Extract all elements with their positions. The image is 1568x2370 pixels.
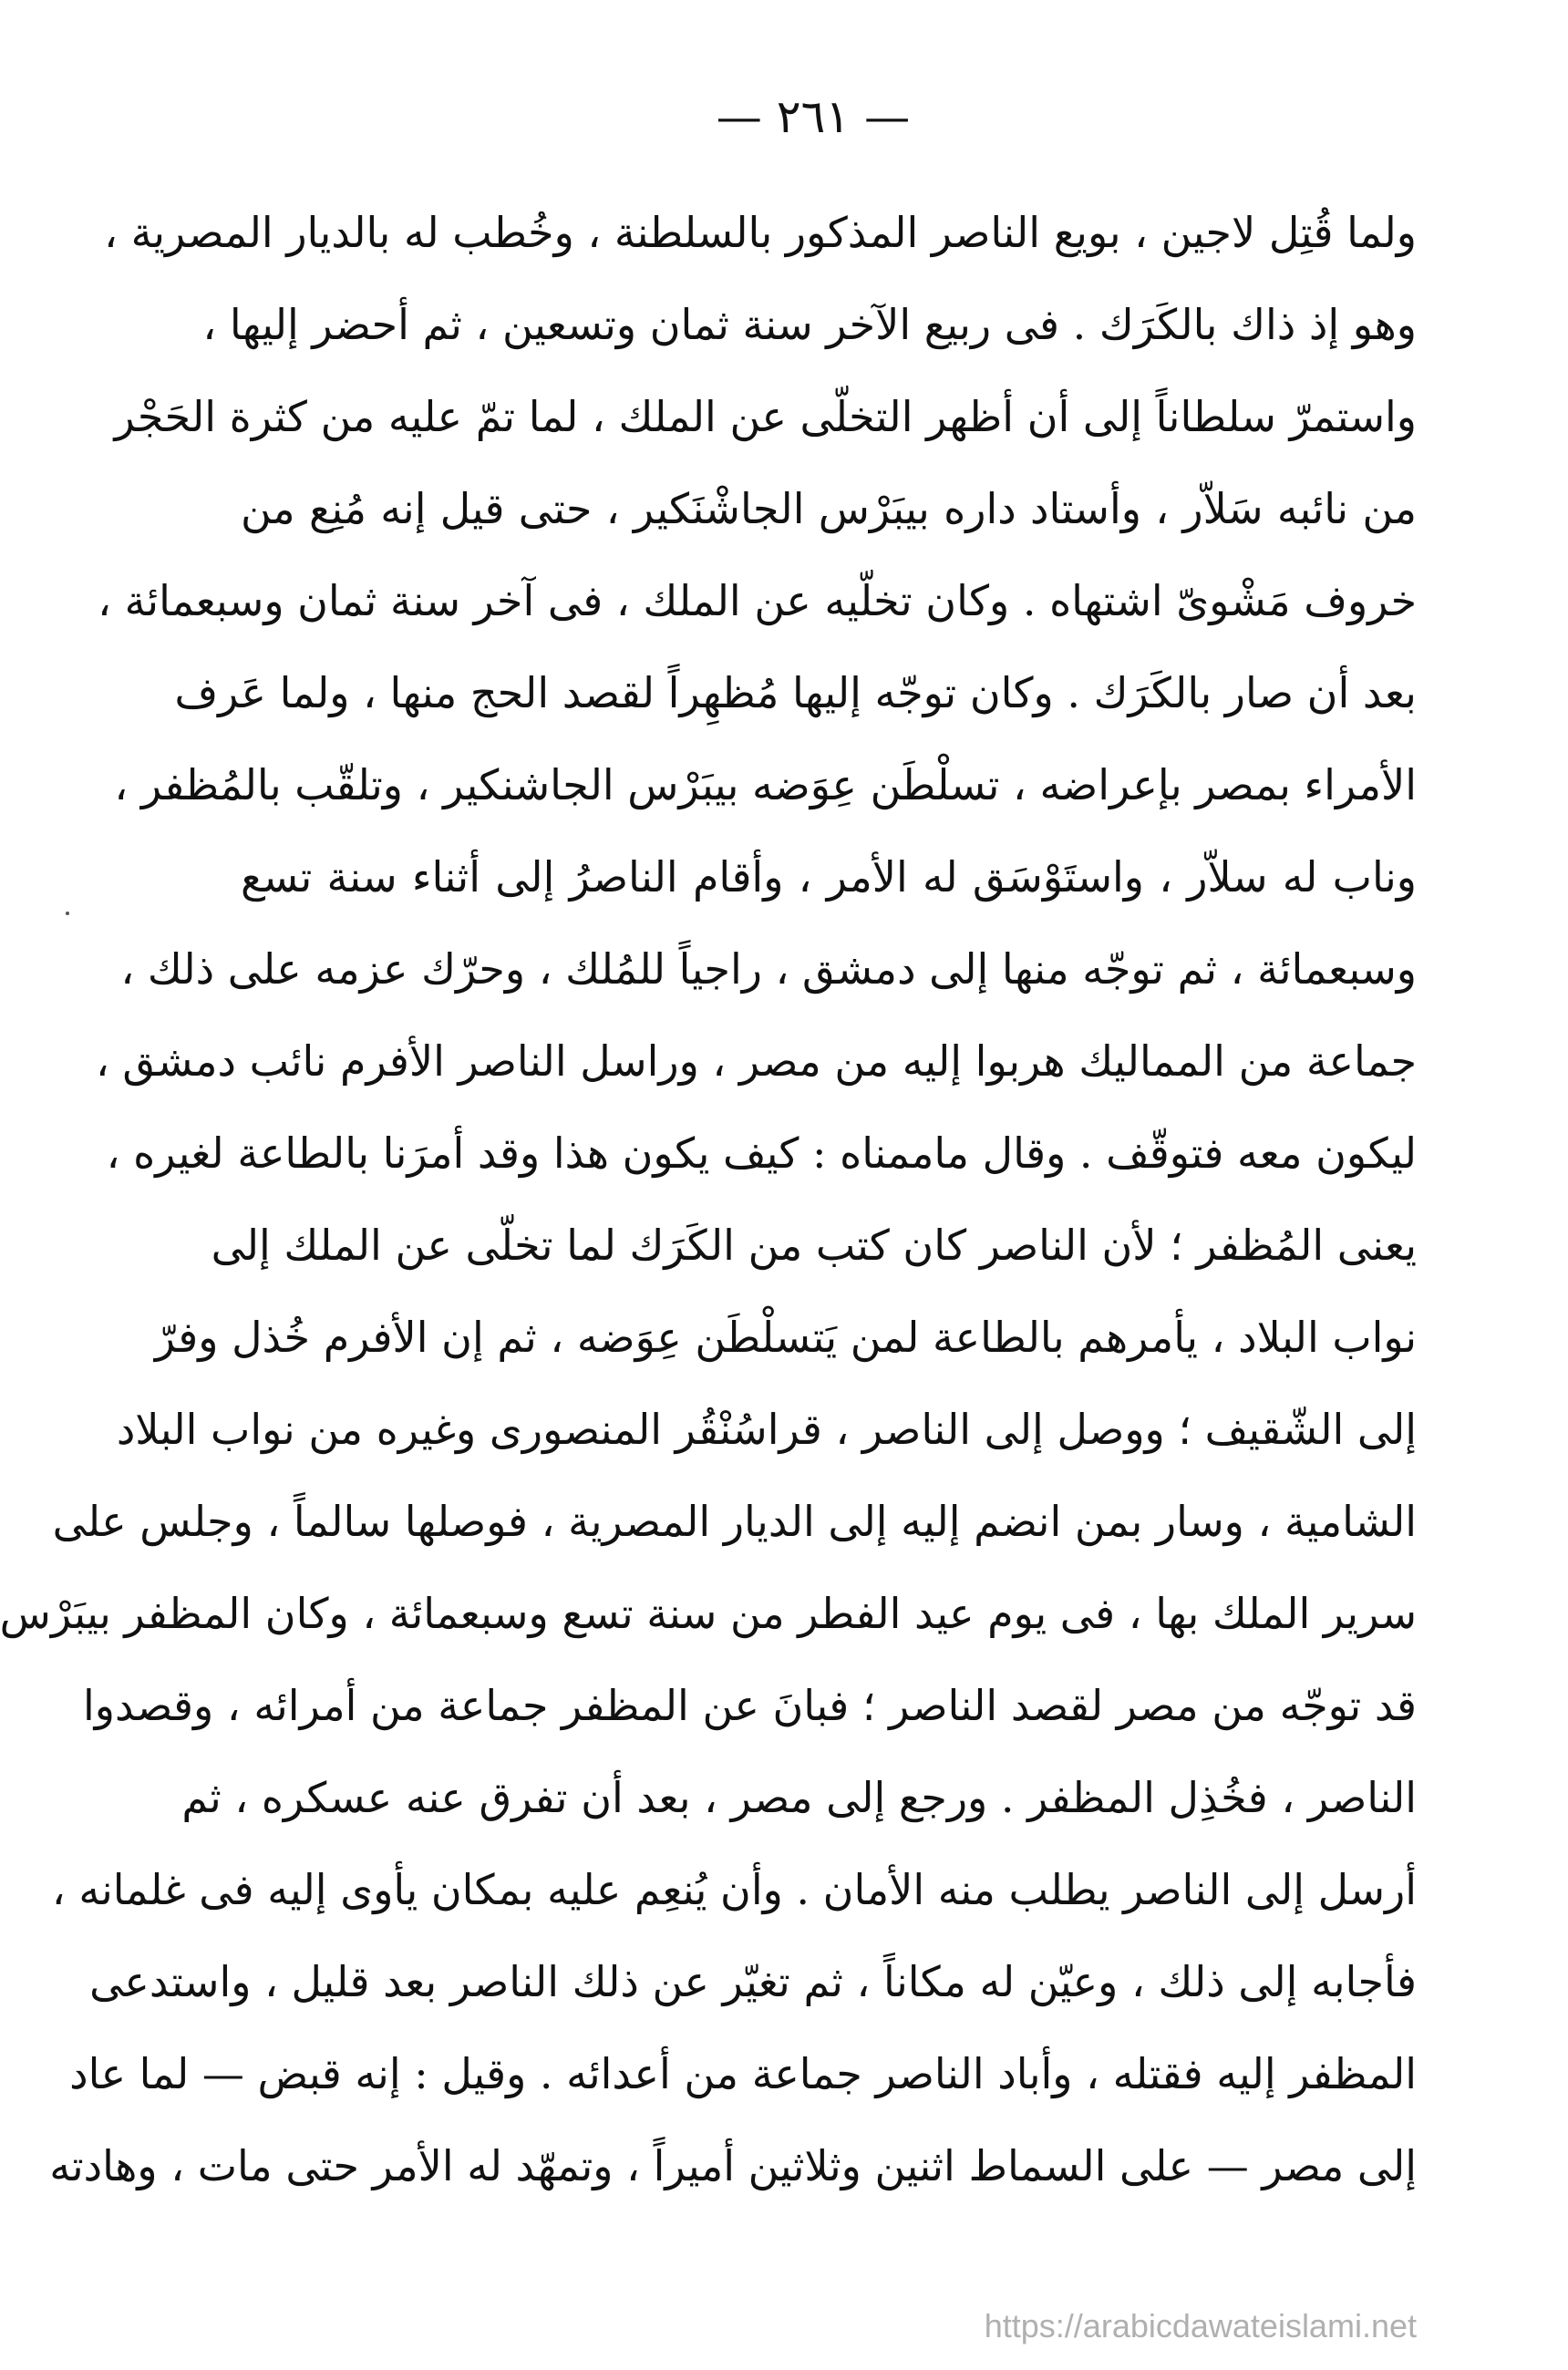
text-line: نواب البلاد ، يأمرهم بالطاعة لمن يَتسلْطَن عِوَضه ، ثم إن الأفرم خُذل وفرّ [154,1313,1417,1362]
text-line: وسبعمائة ، ثم توجّه منها إلى دمشق ، راجياً للمُلك ، وحرّك عزمه على ذلك ، [120,944,1417,994]
text-line: خروف مَشْوىّ اشتهاه . وكان تخلّيه عن الملك ، فى آخر سنة ثمان وسبعمائة ، [98,576,1417,625]
text-line: جماعة من المماليك هربوا إليه من مصر ، وراسل الناصر الأفرم نائب دمشق ، [95,1036,1417,1086]
text-line: يعنى المُظفر ؛ لأن الناصر كان كتب من الكَرَك لما تخلّى عن الملك إلى [211,1221,1417,1270]
text-line: قد توجّه من مصر لقصد الناصر ؛ فبانَ عن المظفر جماعة من أمرائه ، وقصدوا [83,1681,1417,1730]
text-line: ليكون معه فتوقّف . وقال ماممناه : كيف يكون هذا وقد أمرَنا بالطاعة لغيره ، [106,1128,1417,1178]
text-line: أرسل إلى الناصر يطلب منه الأمان . وأن يُنعِم عليه بمكان يأوى إليه فى غلمانه ، [51,1865,1417,1914]
text-line: ولما قُتِل لاجين ، بويع الناصر المذكور بالسلطنة ، وخُطب له بالديار المصرية ، [104,208,1417,257]
body-text [0,187,1417,2212]
page-number: — ٢٦١ — [716,90,911,143]
text-line: بعد أن صار بالكَرَك . وكان توجّه إليها مُظهِراً لقصد الحج منها ، ولما عَرف [174,668,1417,717]
text-line: واستمرّ سلطاناً إلى أن أظهر التخلّى عن الملك ، لما تمّ عليه من كثرة الحَجْر [114,392,1417,441]
text-line: الشامية ، وسار بمن انضم إليه إلى الديار المصرية ، فوصلها سالماً ، وجلس على [52,1497,1417,1546]
text-line: من نائبه سَلاّر ، وأستاد داره بيبَرْس الجاشْنَكير ، حتى قيل إنه مُنِع من [241,484,1417,533]
watermark-url: https://arabicdawateislami.net [984,2307,1417,2344]
text-line: إلى مصر — على السماط اثنين وثلاثين أميراً ، وتمهّد له الأمر حتى مات ، وهادته [49,2141,1417,2190]
text-line: وناب له سلاّر ، واستَوْسَق له الأمر ، وأقام الناصرُ إلى أثناء سنة تسع [241,852,1417,902]
text-line: الأمراء بمصر بإعراضه ، تسلْطَن عِوَضه بيبَرْس الجاشنكير ، وتلقّب بالمُظفر ، [114,760,1417,809]
text-line: المظفر إليه فقتله ، وأباد الناصر جماعة من أعدائه . وقيل : إنه قبض — لما عاد [69,2049,1417,2098]
text-line: سرير الملك بها ، فى يوم عيد الفطر من سنة تسع وسبعمائة ، وكان المظفر بيبَرْس [0,1589,1417,1638]
scan-speck [66,912,69,915]
text-line: الناصر ، فخُذِل المظفر . ورجع إلى مصر ، بعد أن تفرق عنه عسكره ، ثم [181,1773,1417,1822]
text-line: إلى الشّقيف ؛ ووصل إلى الناصر ، قراسُنْقُر المنصورى وغيره من نواب البلاد [116,1405,1417,1454]
text-line: فأجابه إلى ذلك ، وعيّن له مكاناً ، ثم تغيّر عن ذلك الناصر بعد قليل ، واستدعى [89,1957,1417,2006]
text-line: وهو إذ ذاك بالكَرَك . فى ربيع الآخر سنة ثمان وتسعين ، ثم أحضر إليها ، [202,300,1417,349]
